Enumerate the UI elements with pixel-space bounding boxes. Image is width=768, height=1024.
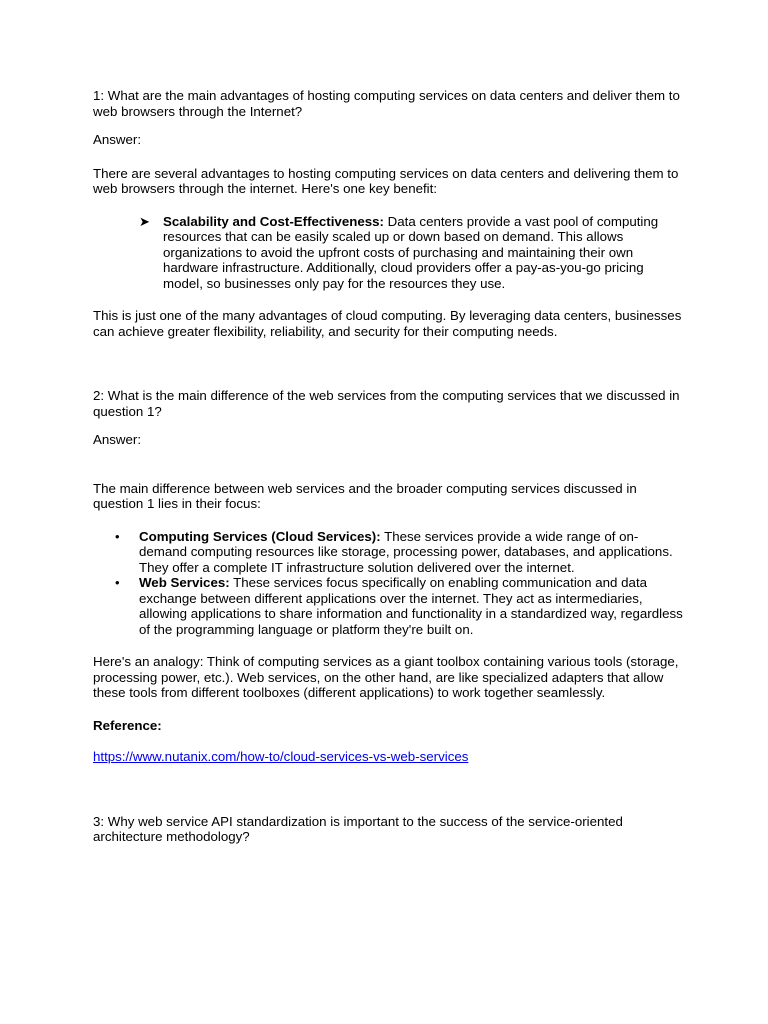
document-page bbox=[93, 88, 683, 845]
list-item-title: Scalability and Cost-Effectiveness: bbox=[163, 213, 384, 229]
list-item bbox=[115, 528, 683, 576]
arrow-bullet-icon: ➤ bbox=[139, 213, 150, 229]
question-3: 3: Why web service API standardization is important to the success of the service-oriented architecture methodology? bbox=[93, 813, 623, 844]
answer-2-analogy: Here's an analogy: Think of computing services as a giant toolbox containing various tools (storage, processing power, etc.). Web services, on the other hand, are like specialized adapters that allow these tools from different toolboxes (different applications) to work together seamlessly. bbox=[93, 654, 679, 700]
answer-1-intro: There are several advantages to hosting computing services on data centers and delivering them to web browsers through the internet. Here's one key benefit: bbox=[93, 165, 679, 196]
question-2: 2: What is the main difference of the web services from the computing services that we discussed in question 1? bbox=[93, 388, 680, 419]
list-item-text bbox=[163, 214, 683, 292]
list-item-title: Web Services: bbox=[139, 575, 230, 590]
question-1: 1: What are the main advantages of hosting computing services on data centers and deliver them to web browsers through the Internet? bbox=[93, 88, 680, 119]
list-item-body: Data centers provide a vast pool of computing resources that can be easily scaled up or down based on demand. This allows organizations to avoid the upfront costs of purchasing and maintaining their own hardware infrastructure. Additionally, cloud providers offer a pay-as-you-go pricing model, so businesses only pay for the resources they use. bbox=[163, 213, 659, 291]
dot-bullet-icon: • bbox=[115, 528, 120, 544]
list-item bbox=[115, 575, 683, 637]
list-item-text bbox=[139, 575, 683, 637]
list-item-title: Computing Services (Cloud Services): bbox=[139, 528, 381, 544]
answer-label-1: Answer: bbox=[93, 132, 142, 147]
reference-link[interactable]: https://www.nutanix.com/how-to/cloud-services-vs-web-services bbox=[93, 749, 469, 764]
dot-bullet-icon: • bbox=[115, 575, 120, 590]
list-item-body: These services provide a wide range of on-demand computing resources like storage, processing power, databases, and applications. They offer a complete IT infrastructure solution delivered over the internet. bbox=[139, 528, 673, 575]
advantages-list bbox=[93, 214, 683, 292]
answer-label-2: Answer: bbox=[93, 432, 142, 447]
list-item bbox=[139, 213, 683, 292]
list-item-body: These services focus specifically on enabling communication and data exchange between different applications over the internet. They act as intermediaries, allowing applications to share information and functionality in a standardized way, regardless of the programming language or platform they're built on. bbox=[139, 575, 683, 637]
list-item-text bbox=[139, 529, 683, 576]
answer-2-intro: The main difference between web services and the broader computing services discussed in question 1 lies in their focus: bbox=[93, 480, 637, 511]
differences-list bbox=[93, 529, 683, 638]
reference-heading: Reference: bbox=[93, 717, 162, 733]
answer-1-conclusion: This is just one of the many advantages of cloud computing. By leveraging data centers, businesses can achieve greater flexibility, reliability, and security for their computing needs. bbox=[93, 308, 682, 339]
